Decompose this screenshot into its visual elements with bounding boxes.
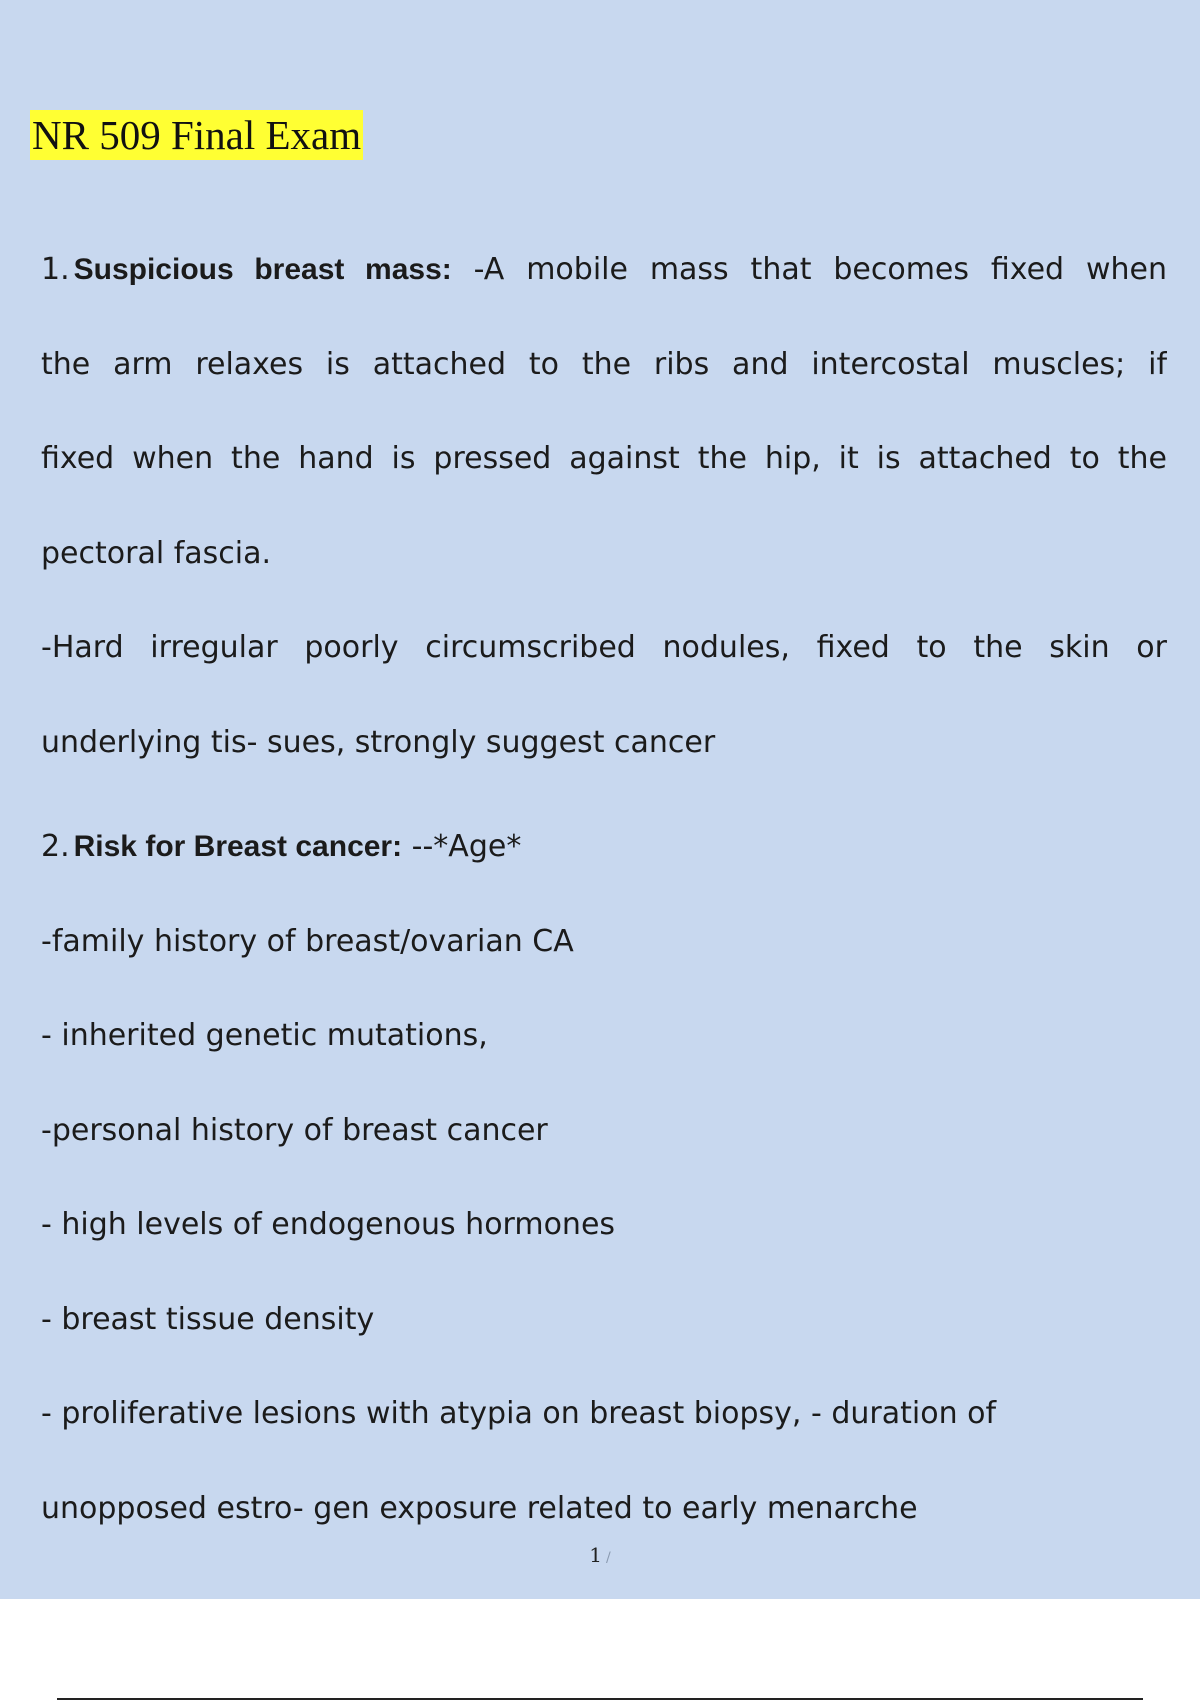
item-2-term: Risk for Breast cancer: [73,830,403,863]
item-2-line-5: - high levels of endogenous hormones [41,1207,616,1242]
item-1-term: Suspicious breast mass: [73,253,452,286]
item-2-line-6: - breast tissue density [41,1301,375,1337]
page-number [0,1540,1200,1573]
item-1-number: 1. [41,252,70,287]
item-2-line-8: unopposed estro- gen exposure related to early menarche [41,1490,918,1526]
item-1-line-1 [41,223,1167,318]
item-2-line-4: -personal history of breast cancer [41,1112,548,1148]
item-1-line-2: the arm relaxes is attached to the ribs and intercostal muscles; if [41,346,1167,382]
item-2-line-3: - inherited genetic mutations, [41,1018,488,1053]
page-number-separator: / [606,1550,611,1566]
document-body [41,223,1167,1556]
item-1-line-4: pectoral fascia. [41,535,272,571]
item-2-line-2: -family history of breast/ovarian CA [41,923,574,959]
item-1-text: -A mobile mass that becomes fixed when [473,252,1167,287]
item-1-line-5: -Hard irregular poorly circumscribed nodules, fixed to the skin or [41,630,1167,665]
item-2-number: 2. [41,829,70,864]
item-1-line-6: underlying tis- sues, strongly suggest cancer [41,724,716,760]
item-1-line-3: fixed when the hand is pressed against the hip, it is attached to the [41,441,1167,476]
item-2-line-7: - proliferative lesions with atypia on breast biopsy, - duration of [41,1396,997,1431]
page-number-value: 1 [589,1543,602,1567]
item-2-line-1 [41,800,1167,895]
document-title: NR 509 Final Exam [32,112,362,158]
item-2-text: --*Age* [411,829,522,864]
